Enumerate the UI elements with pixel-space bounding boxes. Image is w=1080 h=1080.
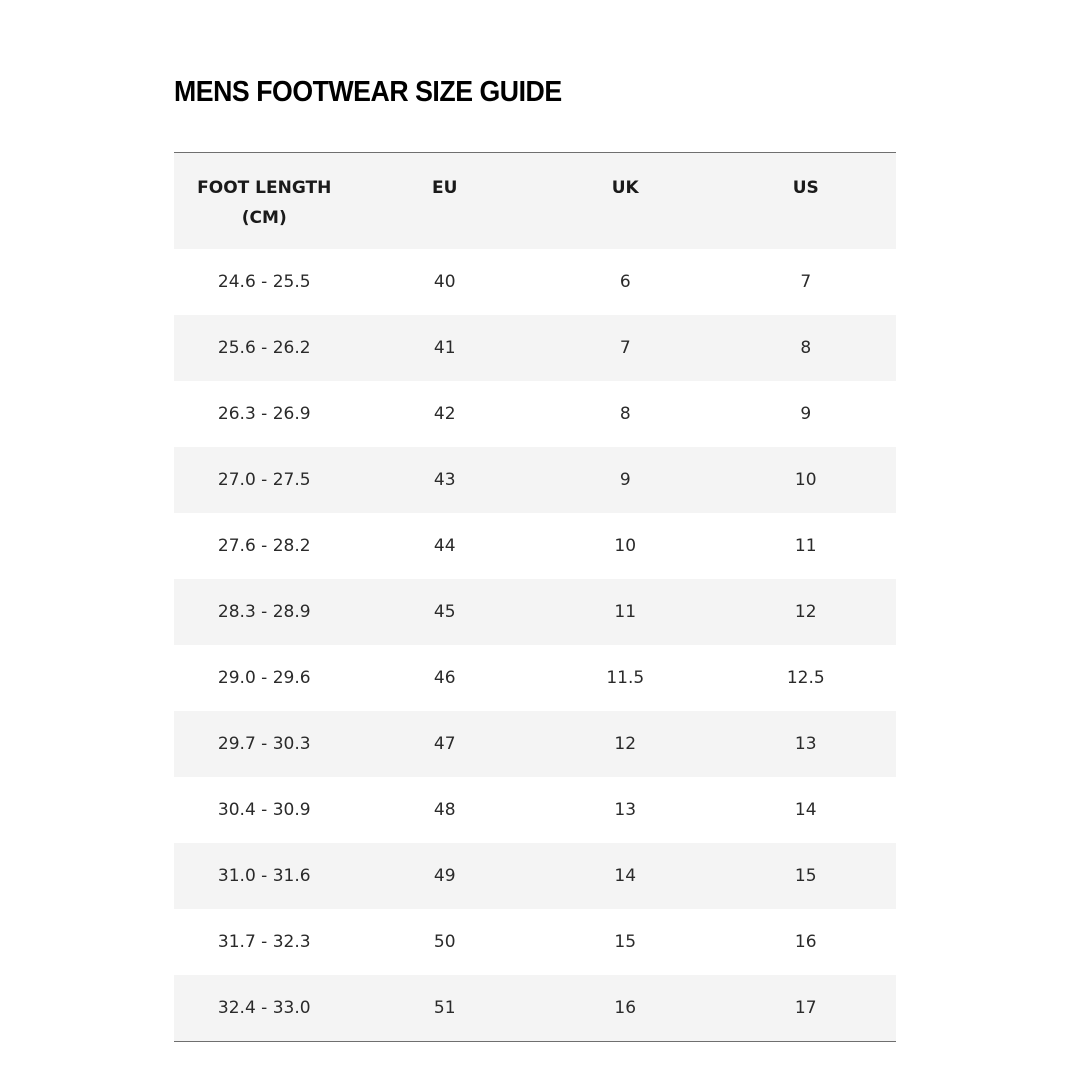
cell-eu: 45	[355, 579, 536, 645]
table-row	[174, 711, 896, 777]
cell-us: 9	[716, 381, 897, 447]
cell-us: 17	[716, 975, 897, 1042]
cell-eu: 47	[355, 711, 536, 777]
cell-us: 11	[716, 513, 897, 579]
cell-foot-length: 27.6 - 28.2	[174, 513, 355, 579]
cell-uk: 10	[535, 513, 716, 579]
cell-eu: 49	[355, 843, 536, 909]
cell-eu: 50	[355, 909, 536, 975]
cell-foot-length: 26.3 - 26.9	[174, 381, 355, 447]
cell-foot-length: 30.4 - 30.9	[174, 777, 355, 843]
cell-foot-length: 32.4 - 33.0	[174, 975, 355, 1042]
table-header	[174, 153, 896, 249]
cell-us: 13	[716, 711, 897, 777]
cell-foot-length: 29.0 - 29.6	[174, 645, 355, 711]
cell-foot-length: 29.7 - 30.3	[174, 711, 355, 777]
table-row	[174, 975, 896, 1042]
cell-eu: 44	[355, 513, 536, 579]
header-foot-length-label: FOOT LENGTH	[197, 178, 332, 198]
header-eu: EU	[355, 153, 536, 249]
cell-uk: 14	[535, 843, 716, 909]
cell-foot-length: 28.3 - 28.9	[174, 579, 355, 645]
cell-us: 10	[716, 447, 897, 513]
table-row	[174, 777, 896, 843]
cell-uk: 6	[535, 249, 716, 315]
cell-uk: 16	[535, 975, 716, 1042]
cell-eu: 51	[355, 975, 536, 1042]
cell-us: 8	[716, 315, 897, 381]
header-us: US	[716, 153, 897, 249]
header-foot-length-unit: (CM)	[241, 208, 287, 228]
cell-foot-length: 27.0 - 27.5	[174, 447, 355, 513]
table-row	[174, 381, 896, 447]
cell-foot-length: 24.6 - 25.5	[174, 249, 355, 315]
cell-eu: 48	[355, 777, 536, 843]
size-guide-table	[174, 152, 896, 1042]
cell-eu: 41	[355, 315, 536, 381]
table-row	[174, 447, 896, 513]
header-foot-length	[174, 153, 355, 249]
table-row	[174, 843, 896, 909]
cell-us: 14	[716, 777, 897, 843]
cell-eu: 42	[355, 381, 536, 447]
cell-foot-length: 31.0 - 31.6	[174, 843, 355, 909]
table-row	[174, 513, 896, 579]
cell-uk: 11	[535, 579, 716, 645]
cell-foot-length: 31.7 - 32.3	[174, 909, 355, 975]
cell-us: 12.5	[716, 645, 897, 711]
page-title: MENS FOOTWEAR SIZE GUIDE	[174, 76, 562, 108]
cell-uk: 8	[535, 381, 716, 447]
cell-uk: 11.5	[535, 645, 716, 711]
cell-foot-length: 25.6 - 26.2	[174, 315, 355, 381]
cell-us: 12	[716, 579, 897, 645]
header-row	[174, 153, 896, 249]
table-row	[174, 645, 896, 711]
table-row	[174, 909, 896, 975]
table-row	[174, 249, 896, 315]
cell-eu: 46	[355, 645, 536, 711]
cell-uk: 12	[535, 711, 716, 777]
table-body	[174, 249, 896, 1042]
cell-uk: 7	[535, 315, 716, 381]
cell-uk: 13	[535, 777, 716, 843]
table-row	[174, 579, 896, 645]
cell-us: 15	[716, 843, 897, 909]
cell-us: 16	[716, 909, 897, 975]
cell-uk: 15	[535, 909, 716, 975]
header-uk: UK	[535, 153, 716, 249]
table-row	[174, 315, 896, 381]
cell-eu: 40	[355, 249, 536, 315]
cell-us: 7	[716, 249, 897, 315]
cell-eu: 43	[355, 447, 536, 513]
cell-uk: 9	[535, 447, 716, 513]
